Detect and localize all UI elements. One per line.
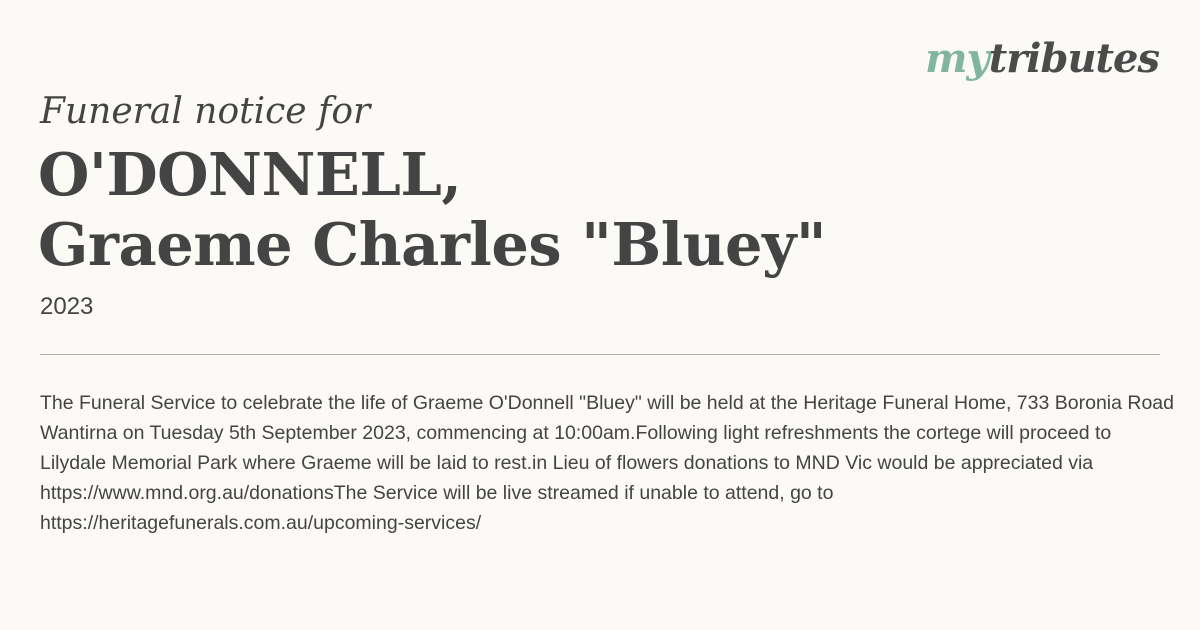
deceased-surname: O'DONNELL, — [38, 140, 462, 209]
notice-text: The Funeral Service to celebrate the life of Graeme O'Donnell "Bluey" will be held at the Heritage Funeral Home, 733 Boronia Road Wantirna on Tuesday 5th September 2023, commencing at 10:00am.Following light refreshments the cortege will proceed to Lilydale Memorial Park where Graeme will be laid to rest.in Lieu of flowers donations to MND Vic would be appreciated via https://www.mnd.org.au/donationsThe Service will be live streamed if unable to attend, go to https://heritagefunerals.com.au/upcoming-services/ — [40, 392, 1174, 534]
mytributes-logo[interactable] — [925, 34, 1159, 84]
logo-tributes: tributes — [988, 35, 1159, 82]
notice-subtitle: Funeral notice for — [40, 91, 371, 132]
deceased-name — [38, 140, 826, 280]
divider — [40, 354, 1160, 355]
notice-year: 2023 — [40, 293, 94, 320]
deceased-given-names: Graeme Charles "Bluey" — [38, 210, 827, 279]
logo-my: my — [925, 35, 989, 82]
